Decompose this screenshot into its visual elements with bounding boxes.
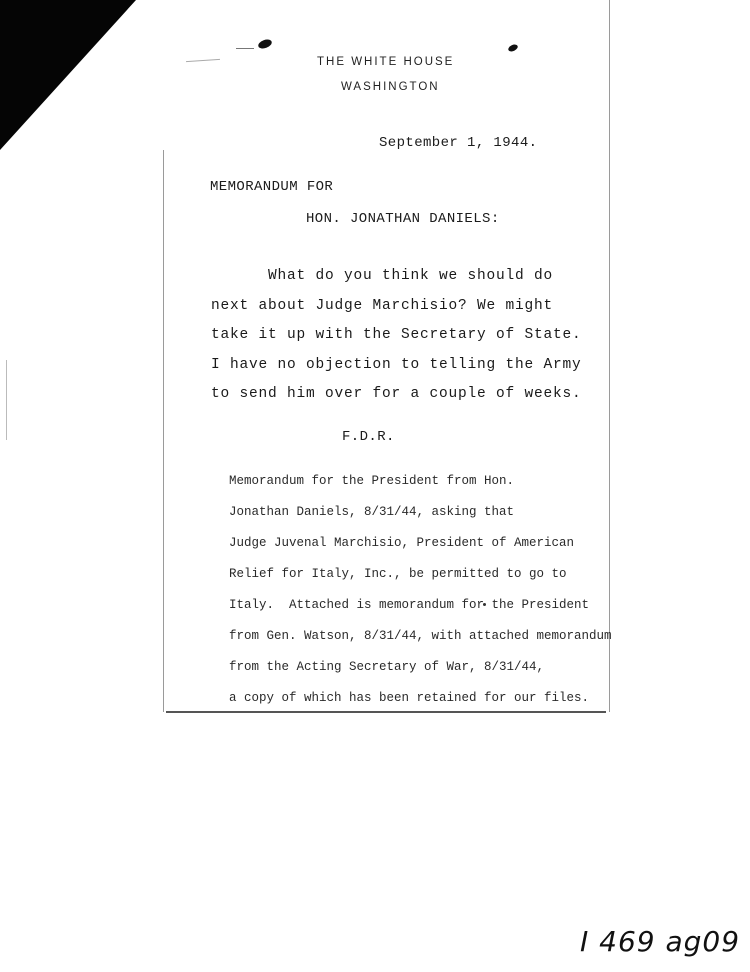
- signature-initials: F.D.R.: [342, 429, 395, 445]
- page-edge-left: [163, 150, 164, 712]
- body-line: What do you think we should do: [268, 268, 554, 284]
- memo-date: September 1, 1944.: [379, 135, 538, 151]
- file-note-line: from the Acting Secretary of War, 8/31/44,: [229, 659, 545, 674]
- file-note-line: Relief for Italy, Inc., be permitted to go to: [229, 566, 567, 581]
- ink-smudge: [507, 43, 519, 53]
- margin-mark-left: [6, 360, 7, 440]
- folded-corner-shadow: [0, 0, 140, 152]
- letterhead-location: WASHINGTON: [341, 81, 440, 93]
- file-note-line: from Gen. Watson, 8/31/44, with attached memorandum: [229, 628, 612, 643]
- file-note: [229, 458, 612, 722]
- pen-stroke: [186, 59, 220, 62]
- file-note-line: Italy. Attached is memorandum for the President: [229, 597, 590, 612]
- body-line: to send him over for a couple of weeks.: [211, 386, 582, 402]
- memo-addressee: HON. JONATHAN DANIELS:: [306, 211, 500, 227]
- file-note-line: Judge Juvenal Marchisio, President of American: [229, 535, 575, 550]
- memo-heading: MEMORANDUM FOR: [210, 179, 334, 195]
- body-line: take it up with the Secretary of State.: [211, 327, 582, 343]
- ink-smudge: [257, 38, 273, 50]
- body-line: next about Judge Marchisio? We might: [211, 298, 554, 314]
- body-line: I have no objection to telling the Army: [211, 357, 582, 373]
- file-note-line: Memorandum for the President from Hon.: [229, 473, 515, 488]
- archive-handwritten-mark: I 469 ag09: [580, 925, 741, 958]
- file-note-line: Jonathan Daniels, 8/31/44, asking that: [229, 504, 515, 519]
- letterhead-title: THE WHITE HOUSE: [317, 56, 455, 68]
- file-note-line: a copy of which has been retained for our files.: [229, 690, 590, 705]
- pen-stroke: [236, 48, 254, 49]
